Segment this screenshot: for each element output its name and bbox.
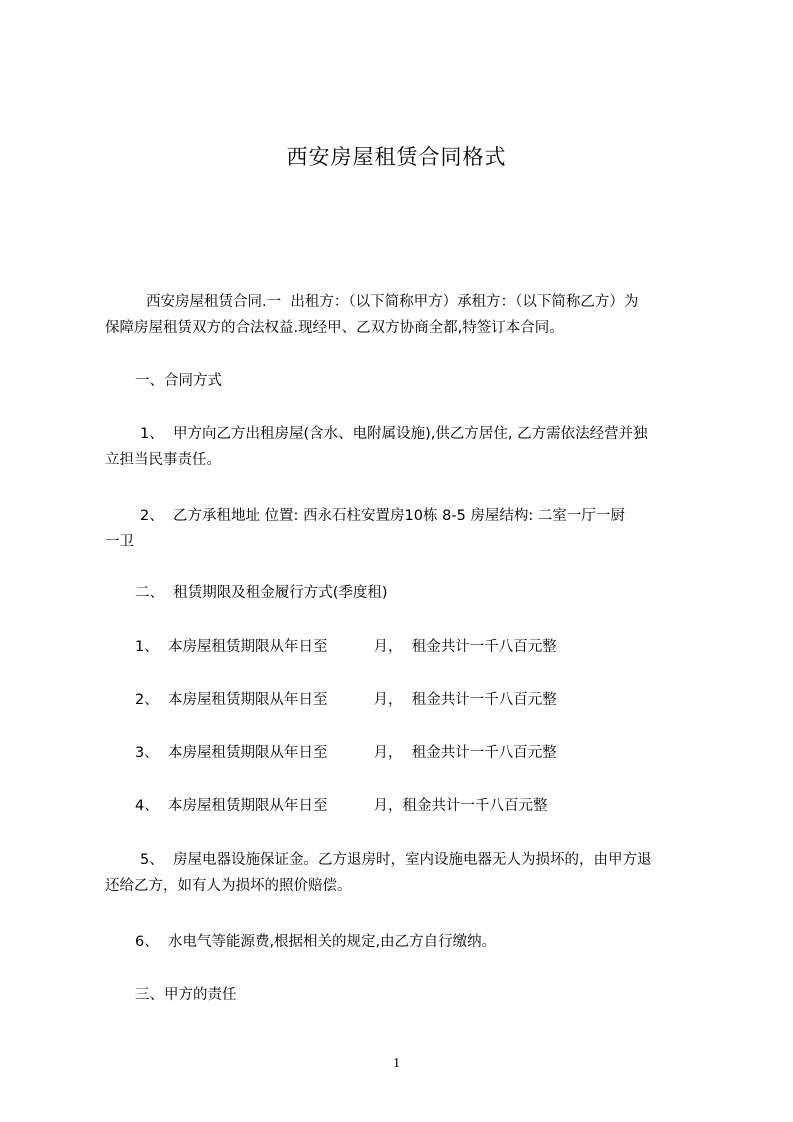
section-2-item-2: 2、 本房屋租赁期限从年日至 月， 租金共计一千八百元整 xyxy=(135,692,557,708)
document-title: 西安房屋租赁合同格式 xyxy=(286,145,507,169)
section-1-item-2-line-2: 一卫 xyxy=(105,534,134,550)
section-2-item-5-line-2: 还给乙方，如有人为损坏的照价赔偿。 xyxy=(105,878,352,894)
section-2-item-3: 3、 本房屋租赁期限从年日至 月， 租金共计一千八百元整 xyxy=(135,745,557,761)
section-2-item-1: 1、 本房屋租赁期限从年日至 月， 租金共计一千八百元整 xyxy=(135,639,557,655)
section-2-item-6: 6、 水电气等能源费,根据相关的规定,由乙方自行缴纳。 xyxy=(135,934,497,950)
section-1-item-2-line-1: 2、 乙方承租地址 位置: 西永石柱安置房10栋 8-5 房屋结构: 二室一厅一厨 xyxy=(140,508,625,524)
section-1-heading: 一、合同方式 xyxy=(135,373,222,389)
section-2-item-4: 4、 本房屋租赁期限从年日至 月，租金共计一千八百元整 xyxy=(135,798,548,814)
intro-line-2: 保障房屋租赁双方的合法权益.现经甲、乙双方协商全都,特签订本合同。 xyxy=(105,320,564,336)
section-2-heading: 二、 租赁期限及租金履行方式(季度租) xyxy=(135,585,388,601)
intro-line-1: 西安房屋租赁合同.一 出租方：（以下简称甲方）承租方：（以下简称乙方）为 xyxy=(146,294,639,310)
section-1-item-1-line-2: 立担当民事责任。 xyxy=(105,452,221,468)
section-1-item-1-line-1: 1、 甲方向乙方出租房屋(含水、电附属设施),供乙方居住, 乙方需依法经营并独 xyxy=(140,426,648,442)
page-number: 1 xyxy=(393,1056,400,1071)
section-3-heading: 三、甲方的责任 xyxy=(135,987,237,1003)
section-2-item-5-line-1: 5、 房屋电器设施保证金。乙方退房时，室内设施电器无人为损坏的，由甲方退 xyxy=(140,852,652,868)
